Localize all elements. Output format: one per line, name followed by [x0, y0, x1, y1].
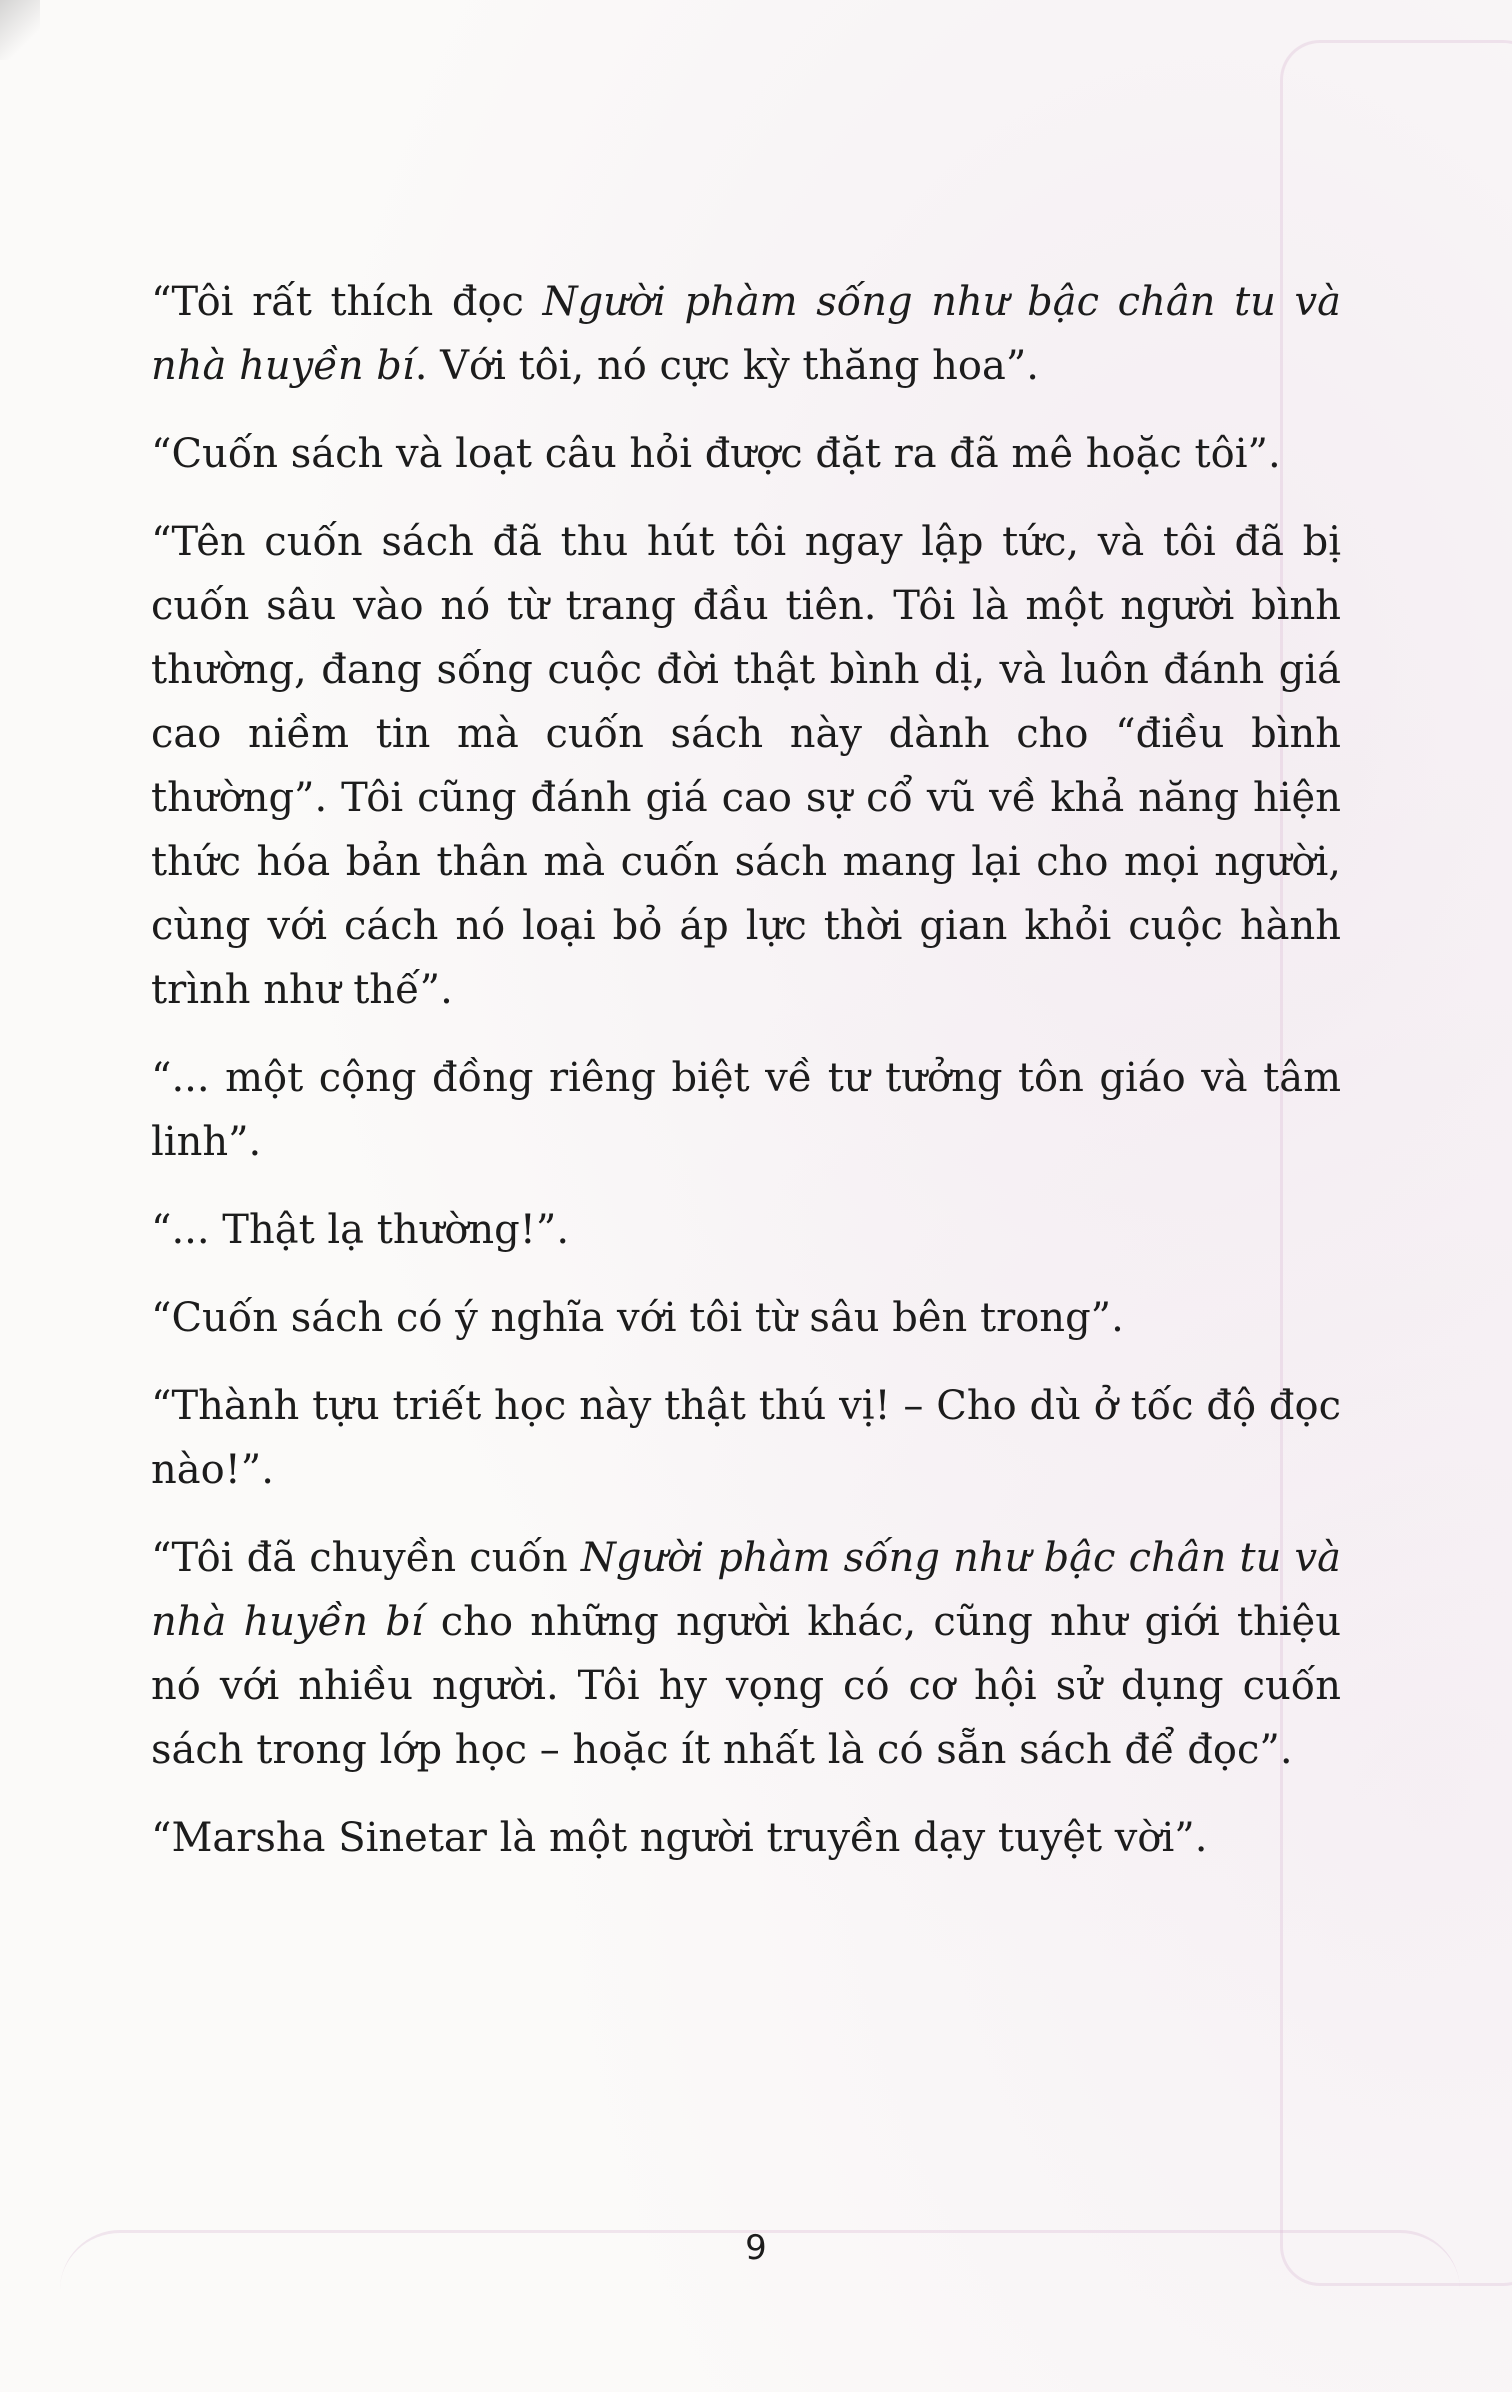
quote-text: “Tôi đã chuyền cuốn: [151, 1535, 581, 1581]
quote-text: “Tôi rất thích đọc: [151, 279, 543, 325]
quote-text: . Với tôi, nó cực kỳ thăng hoa”.: [414, 343, 1039, 389]
paragraph-quote: “... Thật lạ thường!”.: [151, 1207, 570, 1253]
paragraph-quote: “Cuốn sách có ý nghĩa với tôi từ sâu bên trong”.: [151, 1295, 1124, 1341]
paragraph-quote: [151, 1526, 1341, 1782]
paragraph-quote: “... một cộng đồng riêng biệt về tư tưởng tôn giáo và tâm linh”.: [151, 1055, 1341, 1165]
paragraph-quote: “Cuốn sách và loạt câu hỏi được đặt ra đã mê hoặc tôi”.: [151, 431, 1281, 477]
book-title: Người phàm sống như bậc chân tu và nhà huyền bí: [151, 279, 1341, 389]
quote-text: cho những người khác, cũng như giới thiệu nó với nhiều người. Tôi hy vọng có cơ hội sử dụng cuốn sách trong lớp học – hoặc ít nhất là có sẵn sách để đọc”.: [151, 1599, 1341, 1773]
book-title: Người phàm sống như bậc chân tu và nhà huyền bí: [151, 1535, 1341, 1645]
paragraph-quote: “Tên cuốn sách đã thu hút tôi ngay lập tức, và tôi đã bị cuốn sâu vào nó từ trang đầu tiên. Tôi là một người bình thường, đang sống cuộc đời thật bình dị, và luôn đánh giá cao niềm tin mà cuốn sách này dành cho “điều bình thường”. Tôi cũng đánh giá cao sự cổ vũ về khả năng hiện thức hóa bản thân mà cuốn sách mang lại cho mọi người, cùng với cách nó loại bỏ áp lực thời gian khỏi cuộc hành trình như thế”.: [151, 519, 1341, 1013]
paragraph-quote: “Marsha Sinetar là một người truyền dạy tuyệt vời”.: [151, 1815, 1208, 1861]
body-text: [151, 270, 1341, 1894]
page-corner-shadow: [0, 0, 40, 60]
paragraph-quote: “Thành tựu triết học này thật thú vị! – Cho dù ở tốc độ đọc nào!”.: [151, 1383, 1341, 1493]
page-number: 9: [745, 2228, 767, 2268]
paragraph-quote: [151, 270, 1341, 398]
